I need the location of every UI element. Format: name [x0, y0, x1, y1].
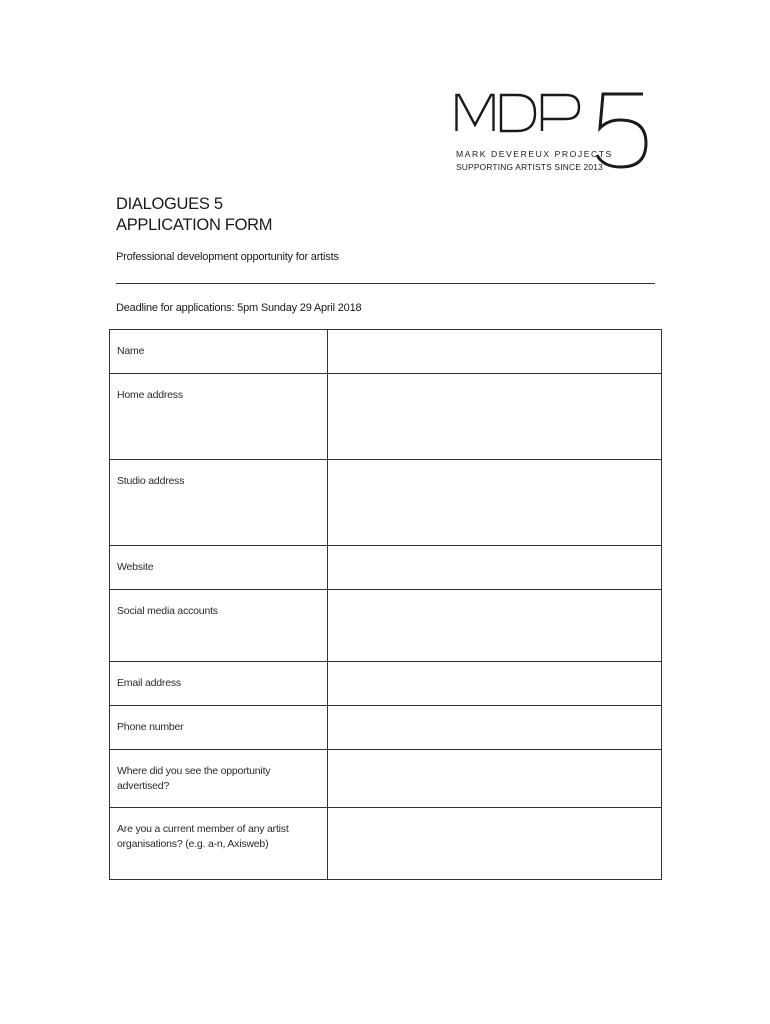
field-email[interactable] [328, 662, 662, 706]
field-website[interactable] [328, 546, 662, 590]
label-studio-address [110, 460, 328, 546]
deadline-text: Deadline for applications: 5pm Sunday 29 April 2018 [116, 302, 362, 314]
field-phone[interactable] [328, 706, 662, 750]
label-phone-text: Phone number [117, 721, 184, 733]
field-name[interactable] [328, 330, 662, 374]
field-where-advertised[interactable] [328, 750, 662, 808]
label-website [110, 546, 328, 590]
divider [116, 283, 655, 284]
label-social-media-text: Social media accounts [117, 605, 218, 617]
label-social-media [110, 590, 328, 662]
label-where-advertised-text: Where did you see the opportunity advertised? [117, 765, 271, 792]
form-row-social-media [110, 590, 662, 662]
label-studio-address-text: Studio address [117, 475, 185, 487]
label-home-address-text: Home address [117, 389, 183, 401]
label-artist-organisations [110, 808, 328, 880]
application-form-table [109, 329, 662, 880]
field-studio-address[interactable] [328, 460, 662, 546]
label-artist-organisations-text: Are you a current member of any artist organisations? (e.g. a-n, Axisweb) [117, 823, 289, 850]
label-name [110, 330, 328, 374]
form-row-home-address [110, 374, 662, 460]
form-row-where-advertised [110, 750, 662, 808]
field-social-media[interactable] [328, 590, 662, 662]
logo-line-1: MARK DEVEREUX PROJECTS [456, 149, 613, 159]
title-line-1: DIALOGUES 5 [116, 195, 223, 213]
label-email [110, 662, 328, 706]
title-line-2: APPLICATION FORM [116, 216, 273, 234]
label-phone [110, 706, 328, 750]
logo-line-2: SUPPORTING ARTISTS SINCE 2013 [456, 162, 603, 172]
mdp5-logo [455, 88, 655, 178]
field-artist-organisations[interactable] [328, 808, 662, 880]
field-home-address[interactable] [328, 374, 662, 460]
page-title [116, 194, 272, 236]
label-name-text: Name [117, 345, 145, 357]
form-row-studio-address [110, 460, 662, 546]
subtitle: Professional development opportunity for artists [116, 251, 339, 263]
form-row-phone [110, 706, 662, 750]
form-row-website [110, 546, 662, 590]
form-row-email [110, 662, 662, 706]
form-row-name [110, 330, 662, 374]
label-home-address [110, 374, 328, 460]
label-where-advertised [110, 750, 328, 808]
label-email-text: Email address [117, 677, 181, 689]
label-website-text: Website [117, 561, 154, 573]
form-row-artist-organisations [110, 808, 662, 880]
